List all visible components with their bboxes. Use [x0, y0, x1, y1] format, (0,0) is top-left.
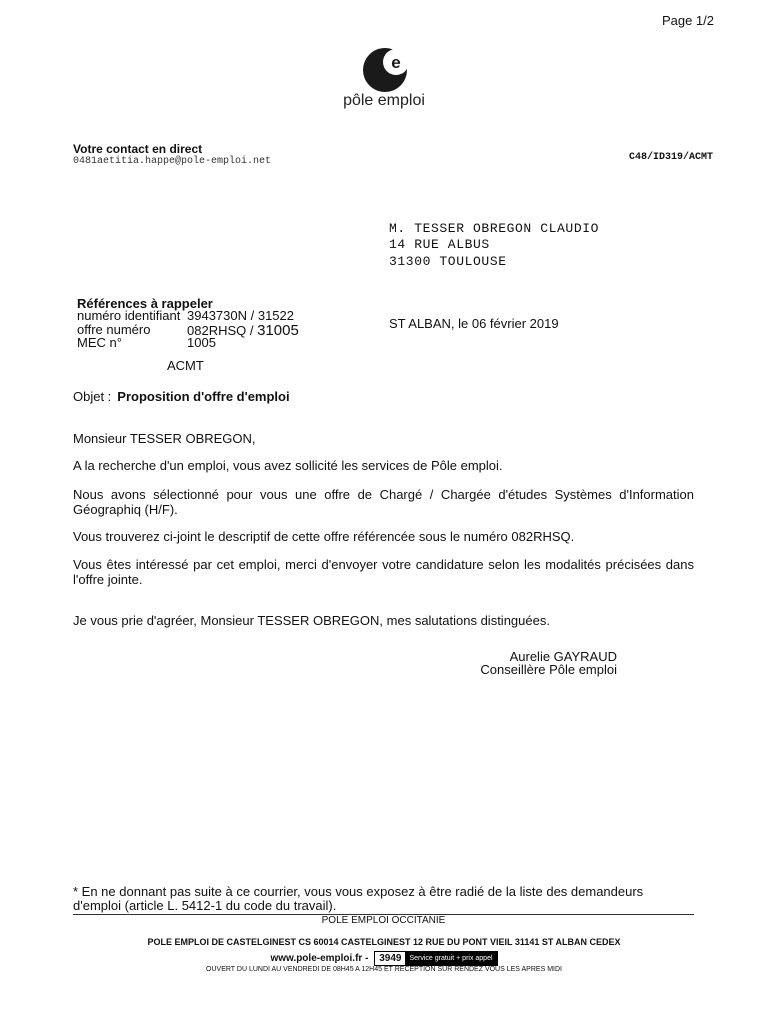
closing-formula: Je vous prie d'agréer, Monsieur TESSER OBREGON, mes salutations distinguées.	[73, 613, 550, 628]
acmt-code: ACMT	[167, 358, 204, 373]
footer-org: POLE EMPLOI OCCITANIE	[321, 915, 446, 926]
subject-line	[73, 389, 290, 404]
paragraph-3: Vous trouverez ci-joint le descriptif de cette offre référencée sous le numéro 082RHSQ.	[73, 529, 575, 544]
offre-value-extra: 31005	[257, 322, 299, 339]
paragraph-1: A la recherche d'un emploi, vous avez sollicité les services de Pôle emploi.	[73, 458, 503, 473]
place-date: ST ALBAN, le 06 février 2019	[389, 316, 559, 331]
subject-value: Proposition d'offre d'emploi	[117, 389, 290, 404]
footer-website-link[interactable]: www.pole-emploi.fr -	[270, 953, 369, 965]
contact-title: Votre contact en direct	[73, 142, 203, 156]
svg-text:e: e	[391, 53, 401, 72]
salutation: Monsieur TESSER OBREGON,	[73, 431, 256, 446]
paragraph-4: Vous êtes intéressé par cet emploi, merci d'envoyer votre candidature selon les modalités précisées dans l'offre jointe.	[73, 557, 694, 587]
identifiant-value: 3943730N / 31522	[187, 308, 294, 323]
logo-text: pôle emploi	[343, 92, 425, 109]
footnote: * En ne donnant pas suite à ce courrier, vous vous exposez à être radié de la liste des demandeurs d'emploi (article L. 5412-1 du code du travail).	[73, 884, 644, 913]
mec-label: MEC n°	[77, 335, 122, 350]
signatory-name: Aurelie GAYRAUD	[509, 649, 617, 664]
footer-address: POLE EMPLOI DE CASTELGINEST CS 60014 CASTELGINEST 12 RUE DU PONT VIEIL 31141 ST ALBAN CEDEX	[147, 937, 621, 947]
page-number: Page 1/2	[661, 13, 714, 28]
subject-label: Objet :	[73, 389, 112, 404]
phone-tag: Service gratuit + prix appel	[405, 952, 496, 965]
contact-email: 0481aetitia.happe@pole-emploi.net	[73, 156, 272, 167]
mec-value: 1005	[187, 335, 216, 350]
recipient-name: M. TESSER OBREGON CLAUDIO	[389, 221, 600, 236]
offre-value-main: 082RHSQ /	[187, 323, 258, 338]
references-title: Références à rappeler	[77, 296, 213, 311]
footer-contact-row	[0, 951, 768, 966]
reference-code: C48/ID319/ACMT	[628, 152, 713, 163]
phone-number: 3949	[379, 953, 402, 964]
signatory-role: Conseillère Pôle emploi	[480, 662, 617, 677]
identifiant-label: numéro identifiant	[77, 308, 181, 323]
offre-label: offre numéro	[77, 322, 151, 337]
phone-badge	[374, 951, 497, 966]
recipient-city: 31300 TOULOUSE	[389, 254, 507, 269]
footer-hours: OUVERT DU LUNDI AU VENDREDI DE 08H45 A 12H45 ET RECEPTION SUR RENDEZ VOUS LES APRES MIDI	[206, 966, 562, 973]
recipient-street: 14 RUE ALBUS	[389, 237, 490, 252]
paragraph-2: Nous avons sélectionné pour vous une offre de Chargé / Chargée d'études Systèmes d'Information Géographiq (H/F).	[73, 487, 694, 517]
